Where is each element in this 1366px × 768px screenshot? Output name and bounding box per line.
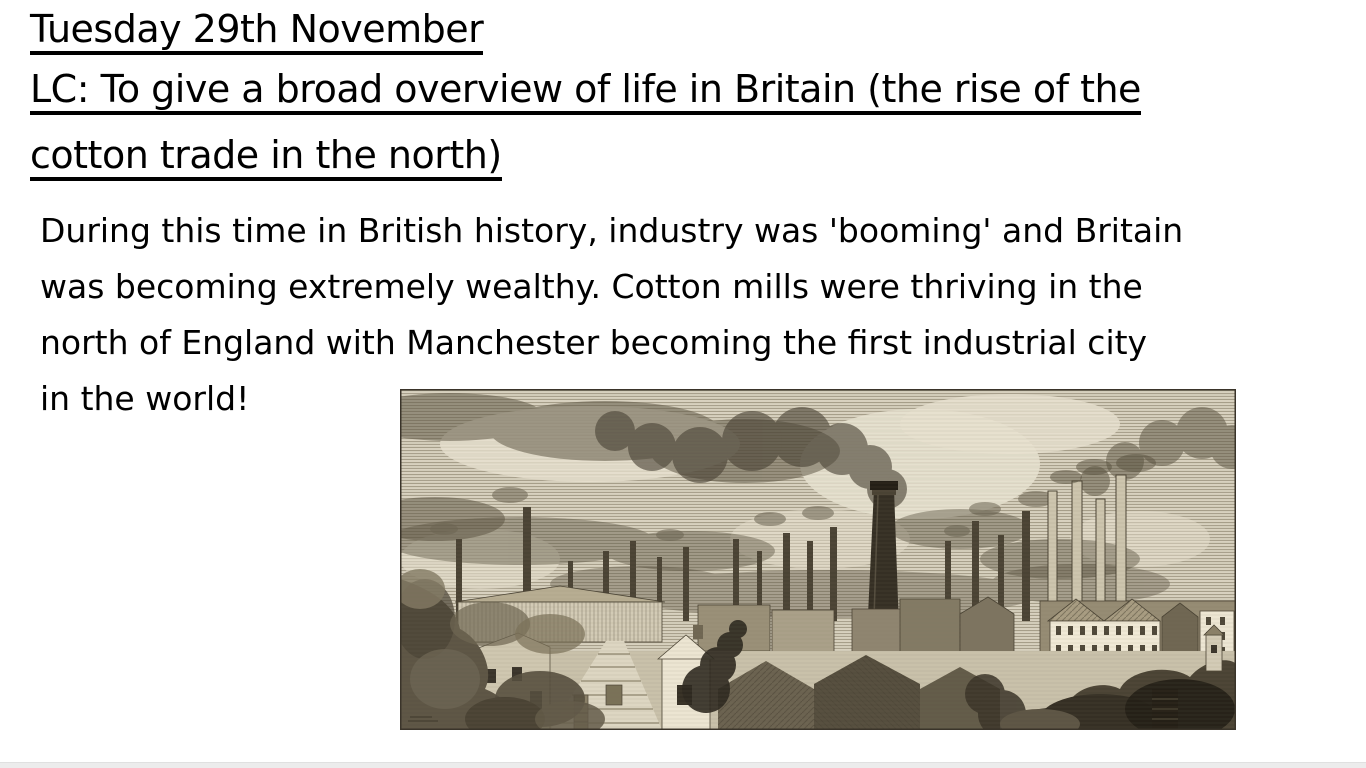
heading-objective-text-2: cotton trade in the north) [30, 136, 502, 181]
heading-date-text: Tuesday 29th November [30, 10, 483, 55]
heading-objective-text-1: LC: To give a broad overview of life in Britain (the rise of the [30, 70, 1141, 115]
bottom-edge-strip [0, 762, 1366, 768]
heading-date-line [30, 7, 484, 55]
heading-objective-line-1 [30, 67, 1141, 115]
paragraph-line-3: north of England with Manchester becoming the first industrial city [40, 323, 1148, 362]
paragraph-line-1: During this time in British history, industry was 'booming' and Britain [40, 211, 1184, 250]
industrial-city-engraving [400, 389, 1236, 730]
engraving-texture [400, 389, 1236, 730]
heading-objective-line-2 [30, 133, 502, 181]
paragraph-line-2: was becoming extremely wealthy. Cotton mills were thriving in the [40, 267, 1143, 306]
paragraph-line-4: in the world! [40, 379, 250, 418]
